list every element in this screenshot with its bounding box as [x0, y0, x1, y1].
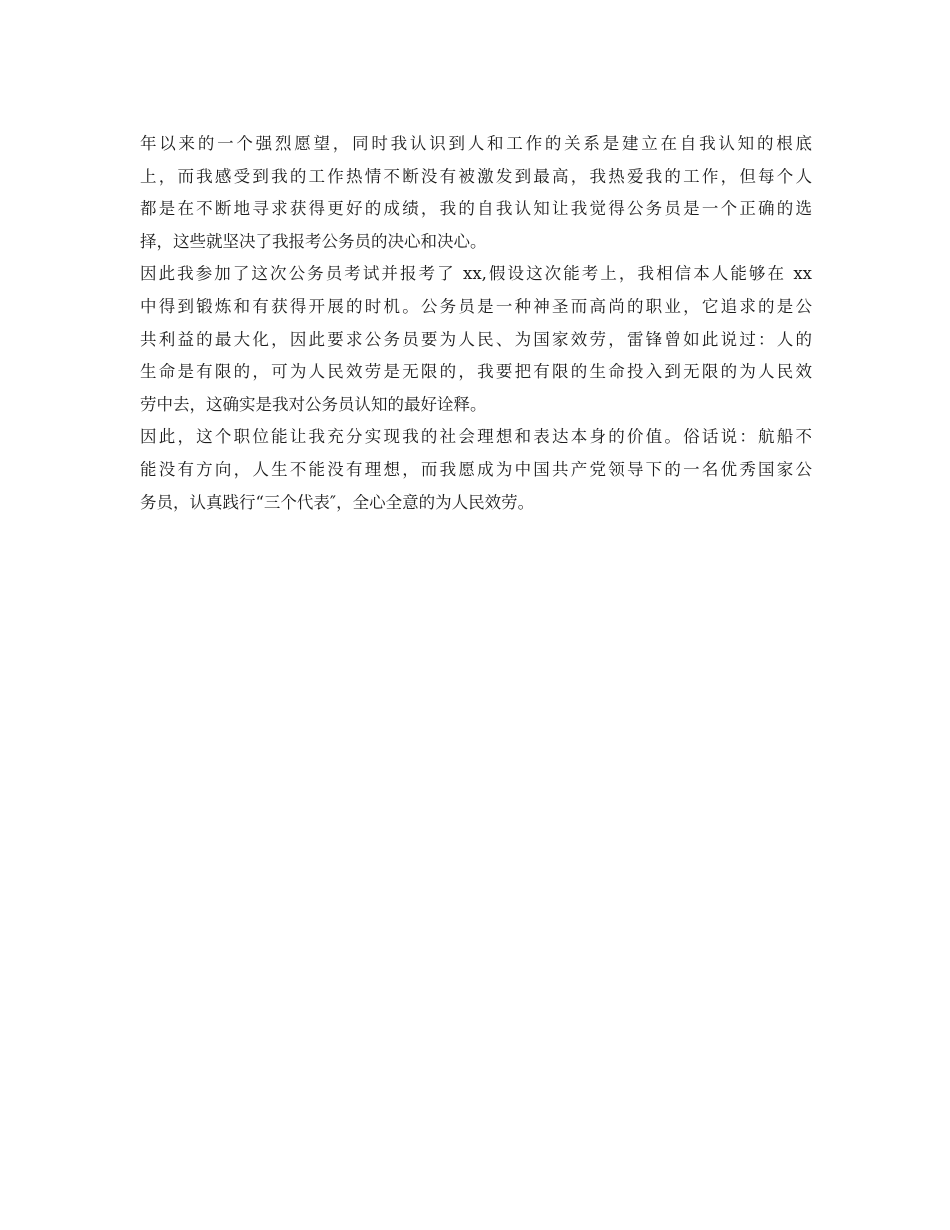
body-text	[140, 128, 812, 519]
text-line: 因此，这个职位能让我充分实现我的社会理想和表达本身的价值。俗话说：航船不	[140, 427, 812, 447]
text-line: 年以来的一个强烈愿望，同时我认识到人和工作的关系是建立在自我认知的根底	[140, 134, 812, 153]
text-line: 能没有方向，人生不能没有理想，而我愿成为中国共产党领导下的一名优秀国家公	[140, 459, 812, 479]
text-line: 生命是有限的，可为人民效劳是无限的，我要把有限的生命投入到无限的为人民效	[140, 362, 812, 382]
text-line: 共利益的最大化，因此要求公务员要为人民、为国家效劳，雷锋曾如此说过：人的	[140, 329, 812, 349]
text-line: 都是在不断地寻求获得更好的成绩，我的自我认知让我觉得公务员是一个正确的选	[140, 199, 812, 219]
text-line: 上，而我感受到我的工作热情不断没有被激发到最高，我热爱我的工作，但每个人	[140, 166, 812, 186]
text-line: 因此我参加了这次公务员考试并报考了 xx,假设这次能考上，我相信本人能够在 xx	[140, 264, 812, 284]
text-line: 劳中去，这确实是我对公务员认知的最好诠释。	[140, 394, 487, 414]
text-line: 务员，认真践行“三个代表″，全心全意的为人民效劳。	[140, 492, 535, 512]
text-line: 中得到锻炼和有获得开展的时机。公务员是一种神圣而高尚的职业，它追求的是公	[140, 296, 812, 316]
text-line: 择，这些就坚决了我报考公务员的决心和决心。	[140, 231, 487, 251]
